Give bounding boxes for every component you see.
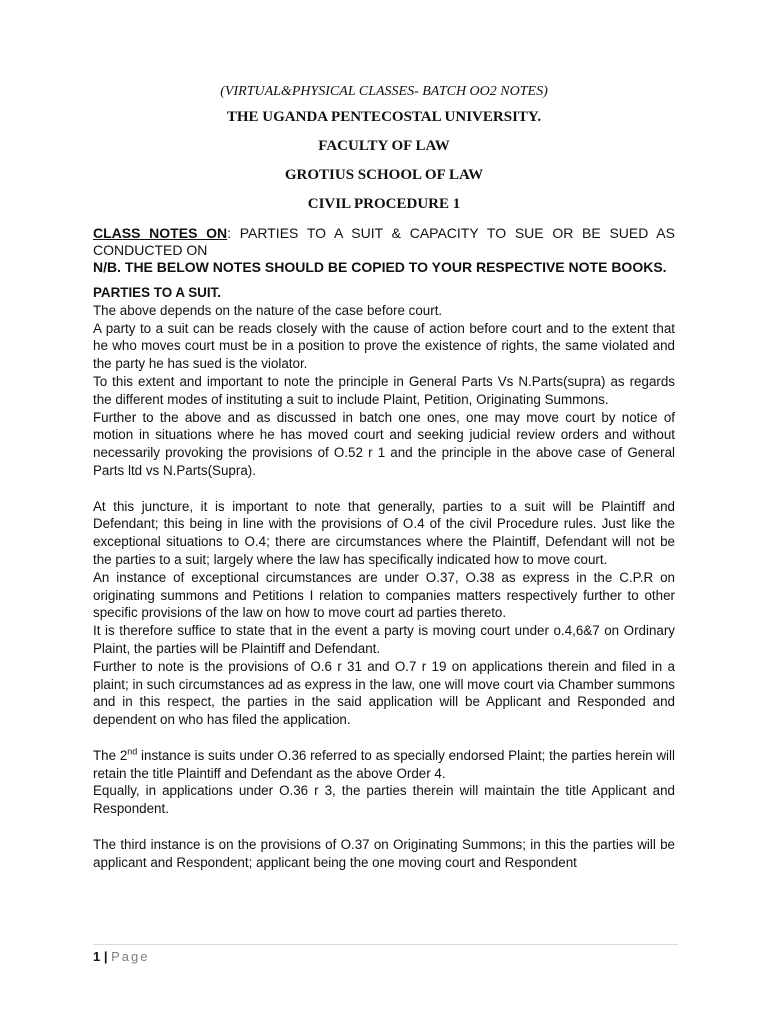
paragraph-9	[93, 747, 675, 783]
paragraph-2: A party to a suit can be reads closely with the cause of action before court and to the extent that he who moves court must be in a position to prove the existence of rights, the same violated and the party he has sued is the violator.	[93, 320, 675, 372]
footer-separator: |	[100, 949, 112, 964]
university-name: THE UGANDA PENTECOSTAL UNIVERSITY.	[226, 109, 542, 125]
paragraph-7: It is therefore suffice to state that in the event a party is moving court under o.4,6&7 on Ordinary Plaint, the parties will be Plaintiff and Defendant.	[93, 623, 675, 656]
notes-body	[93, 284, 675, 871]
section-heading: PARTIES TO A SUIT.	[93, 285, 221, 300]
class-notes-colon: :	[227, 225, 232, 241]
page-footer	[93, 944, 678, 964]
course-title: CIVIL PROCEDURE 1	[307, 196, 461, 212]
paragraph-gap	[93, 818, 675, 836]
paragraph-11: The third instance is on the provisions of O.37 on Originating Summons; in this the parties will be applicant and Respondent; applicant being the one moving court and Respondent	[93, 836, 675, 870]
class-notes-topic: PARTIES TO A SUIT & CAPACITY TO SUE OR BE SUED AS CONDUCTED ON	[93, 225, 675, 258]
paragraph-10: Equally, in applications under O.36 r 3, the parties therein will maintain the title Applicant and Respondent.	[93, 783, 675, 817]
page-number: 1	[93, 949, 101, 964]
document-page	[93, 84, 675, 871]
class-notes-line	[93, 225, 675, 259]
paragraph-gap	[93, 480, 675, 498]
paragraph-4: Further to the above and as discussed in batch one ones, one may move court by notice of motion in situations where he has moved court and seeking judicial review orders and without necessarily provoking the provisions of O.52 r 1 and the principle in the above case of General Parts ltd vs N.Parts(Supra).	[93, 409, 675, 478]
batch-title: (VIRTUAL&PHYSICAL CLASSES- BATCH OO2 NOTES)	[220, 84, 548, 99]
paragraph-8: Further to note is the provisions of O.6 r 31 and O.7 r 19 on applications therein and filed in a plaint; in such circumstances ad as express in the law, one will move court via Chamber summons and in this respect, the parties in the said application will be Applicant and Responded and dependent on who has filed the application.	[93, 658, 675, 728]
page-label: Page	[111, 949, 150, 964]
school-name: GROTIUS SCHOOL OF LAW	[284, 167, 484, 183]
faculty-name: FACULTY OF LAW	[318, 138, 450, 154]
nb-instruction: N/B. THE BELOW NOTES SHOULD BE COPIED TO YOUR RESPECTIVE NOTE BOOKS.	[93, 259, 667, 275]
paragraph-1: The above depends on the nature of the case before court.	[93, 302, 443, 318]
paragraph-3: To this extent and important to note the principle in General Parts Vs N.Parts(supra) as regards the different modes of instituting a suit to include Plaint, Petition, Originating Summons.	[93, 373, 675, 407]
class-notes-label: CLASS NOTES ON	[93, 225, 228, 241]
paragraph-9-rest: instance is suits under O.36 referred to as specially endorsed Plaint; the parties herein will retain the title Plaintiff and Defendant as the above Order 4.	[93, 747, 675, 781]
paragraph-6: An instance of exceptional circumstances are under O.37, O.38 as express in the C.P.R on originating summons and Petitions I relation to companies matters respectively further to other specific provisions of the law on how to move court ad parties thereto.	[93, 569, 675, 621]
paragraph-5: At this juncture, it is important to note that generally, parties to a suit will be Plaintiff and Defendant; this being in line with the provisions of O.4 of the civil Procedure rules. Just like the exceptional situations to O.4; there are circumstances where the Plaintiff, Defendant will not be the parties to a suit; largely where the law has specifically indicated how to move court.	[93, 498, 675, 567]
paragraph-9-start: The 2	[93, 747, 128, 763]
paragraph-gap	[93, 729, 675, 747]
paragraph-9-superscript: nd	[127, 746, 138, 757]
